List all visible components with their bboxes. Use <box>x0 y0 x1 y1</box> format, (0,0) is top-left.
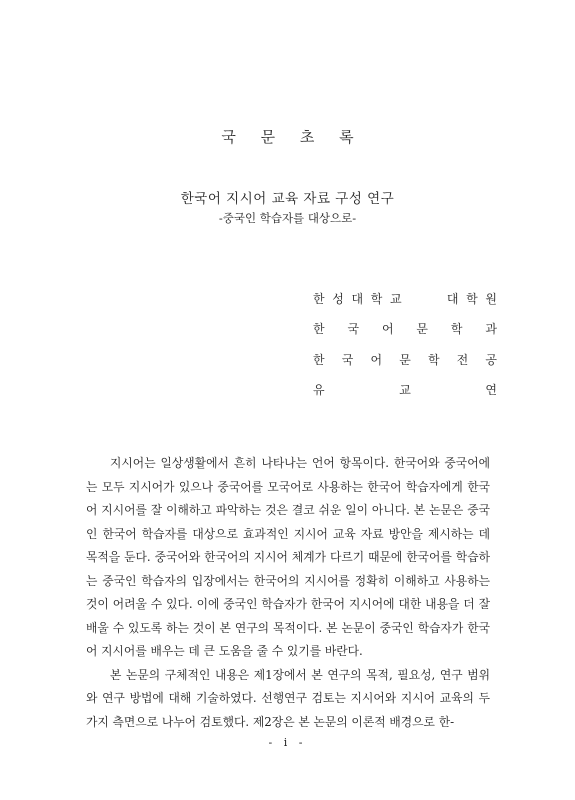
author-name <box>313 381 497 398</box>
char: 어 <box>381 322 394 336</box>
char: 학 <box>427 353 440 367</box>
char: 연 <box>485 383 497 397</box>
char: 국 <box>347 322 360 336</box>
char: 학 <box>450 322 463 336</box>
char: 한 <box>313 353 325 367</box>
char: 원 <box>485 292 497 306</box>
char: 공 <box>485 353 497 367</box>
thesis-title: 한국어 지시어 교육 자료 구성 연구 <box>180 191 395 207</box>
paragraph: 지시어는 일상생활에서 흔히 나타나는 언어 항목이다. 한국어와 중국어에는 모두 지시어가 있으나 중국어를 모국어로 사용하는 한국어 학습자에게 한국어 지시어를 잘 이해하고 파악하는 것은 결코 쉬운 일이 아니다. 본 논문은 중국인 한국어 학습자를 대상으로 효과적인 지시어 교육 자료 방안을 제시하는 데 목적을 둔다. 중국어와 한국어의 지시어 체계가 다르기 때문에 한국어를 학습하는 중국인 학습자의 입장에서는 한국어의 지시어를 정확히 이해하고 사용하는 것이 어려울 수 있다. 이에 중국인 학습자가 한국어 지시어에 대한 내용을 더 잘 배울 수 있도록 하는 것이 본 연구의 목적이다. 본 논문이 중국인 학습자가 한국어 지시어를 배우는 데 큰 도움을 줄 수 있기를 바란다. <box>86 456 490 658</box>
affiliation-university <box>313 290 497 307</box>
char: 교 <box>399 383 411 397</box>
abstract-heading: 국 문 초 록 <box>221 128 364 146</box>
char: 대 <box>351 292 364 306</box>
char: 전 <box>456 353 469 367</box>
abstract-body <box>86 452 490 734</box>
affiliation-major <box>313 351 497 368</box>
page-number: - i - <box>268 736 307 749</box>
char: 학 <box>370 292 383 306</box>
char: 대 <box>446 292 459 306</box>
char: 어 <box>370 353 383 367</box>
char: 교 <box>390 292 402 306</box>
char: 국 <box>341 353 354 367</box>
char: 한 <box>313 322 325 336</box>
spacer <box>409 290 439 307</box>
char: 문 <box>416 322 428 336</box>
affiliation-department <box>313 320 497 337</box>
thesis-subtitle: -중국인 학습자를 대상으로- <box>218 211 357 225</box>
char: 문 <box>399 353 411 367</box>
char: 학 <box>466 292 478 306</box>
char: 과 <box>485 322 497 336</box>
char: 성 <box>332 292 344 306</box>
paragraph: 본 논문의 구체적인 내용은 제1장에서 본 연구의 목적, 필요성, 연구 범위와 연구 방법에 대해 기술하였다. 선행연구 검토는 지시어와 지시어 교육의 두 가지 측면으로 나누어 검토했다. 제2장은 본 논문의 이론적 배경으로 한- <box>86 667 490 729</box>
char: 한 <box>313 292 325 306</box>
char: 유 <box>313 383 325 397</box>
